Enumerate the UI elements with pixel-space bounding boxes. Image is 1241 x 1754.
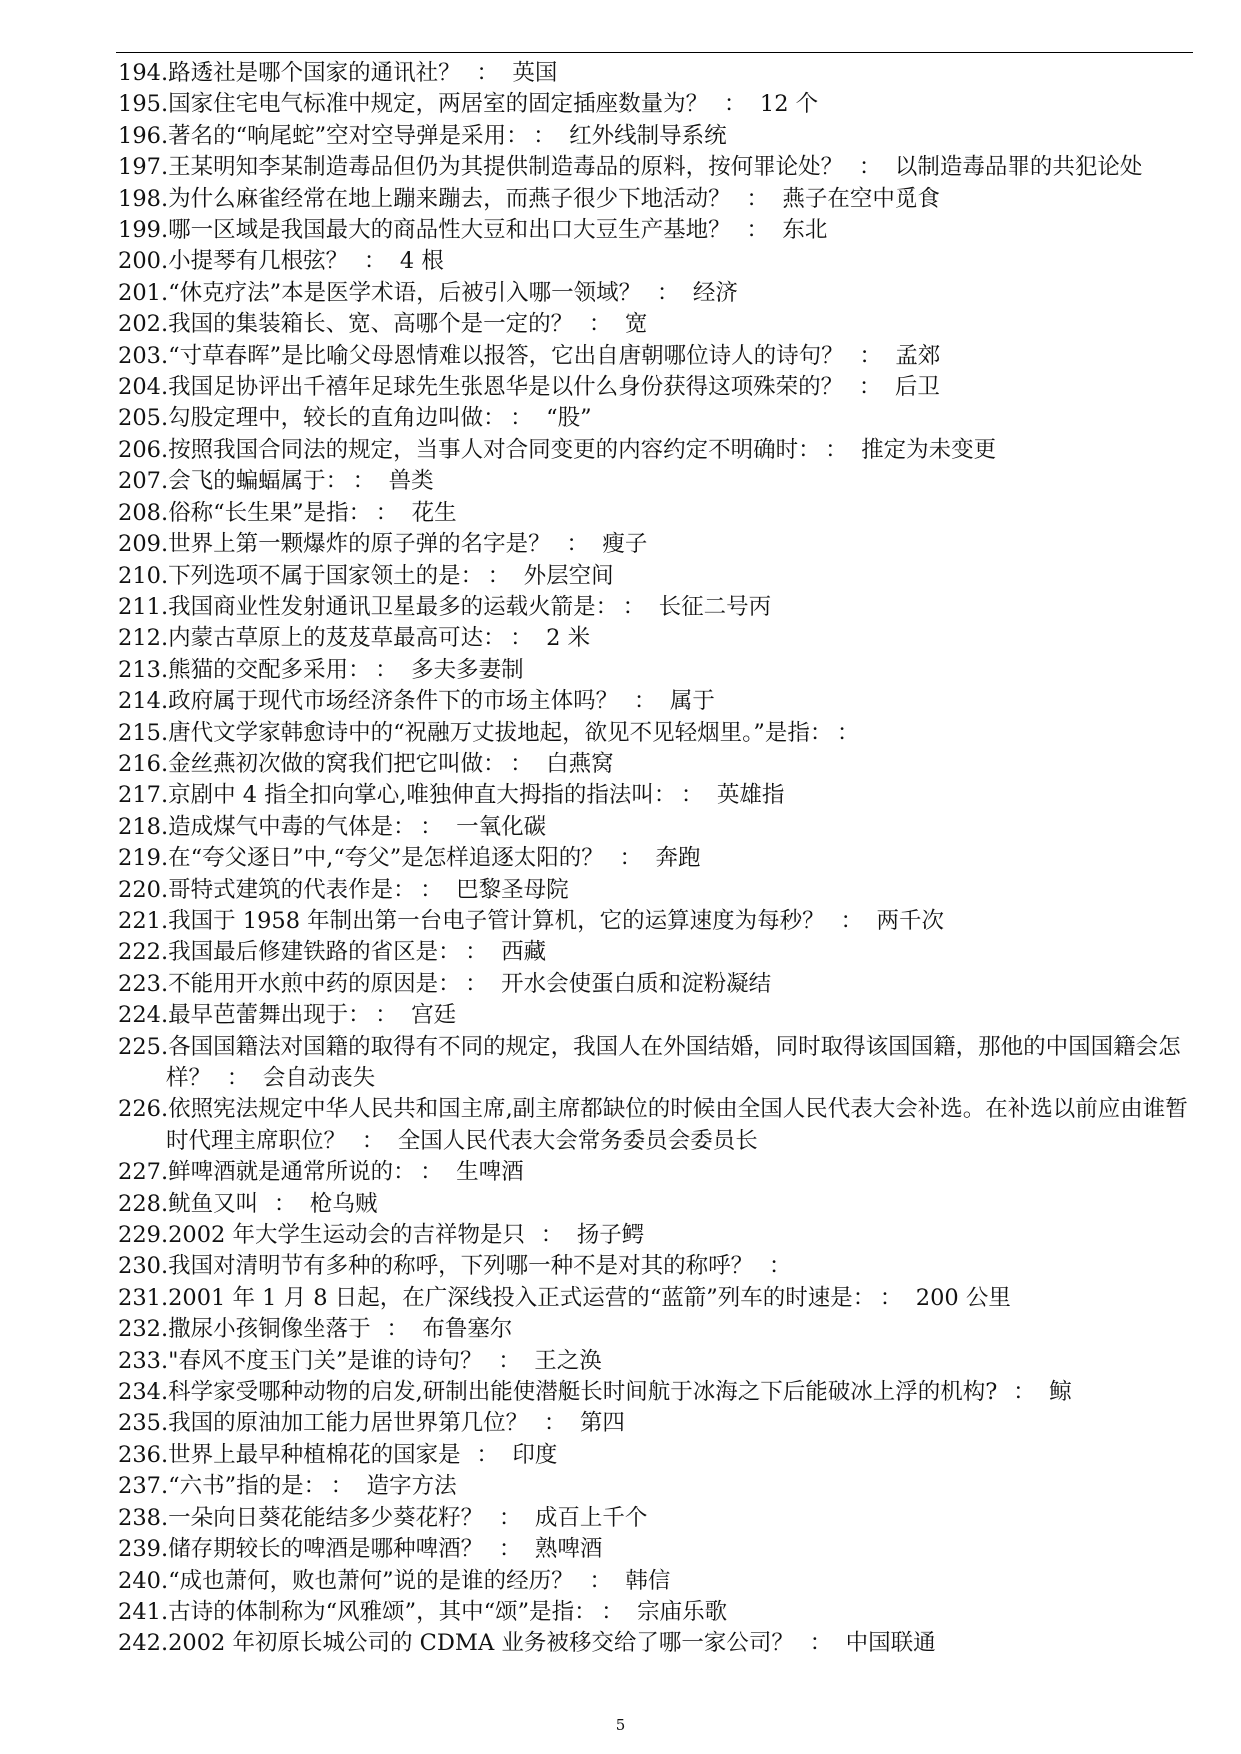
question-text: 我国对清明节有多种的称呼，下列哪一种不是对其的称呼？	[168, 1253, 754, 1280]
question-text: 小提琴有几根弦？	[168, 248, 349, 275]
answer-separator: ：	[622, 593, 646, 620]
question-text: 2001 年 1 月 8 日起，在广深线投入正式运营的“蓝箭”列车的时速是：	[168, 1284, 865, 1311]
answer-text: 成百上千个	[534, 1504, 648, 1531]
answer-separator: ：	[420, 876, 443, 903]
question-list	[118, 58, 1198, 1660]
question-number: 219.	[118, 845, 169, 872]
answer-text: 宗庙乐歌	[637, 1598, 728, 1625]
answer-text: 东北	[782, 217, 828, 244]
answer-text: 一氧化碳	[456, 813, 547, 840]
answer-text: 宽	[624, 311, 648, 338]
answer-separator: ：	[601, 1598, 624, 1625]
question-item	[118, 1408, 1198, 1439]
question-number: 196.	[118, 122, 169, 149]
question-number: 239.	[118, 1536, 169, 1563]
answer-separator: ：	[510, 405, 533, 432]
answer-separator: ：	[226, 1065, 250, 1091]
question-number: 227.	[118, 1159, 169, 1186]
question-number: 224.	[118, 1002, 169, 1029]
answer-separator: ：	[543, 1410, 567, 1437]
question-number: 237.	[118, 1473, 169, 1500]
answer-separator: ：	[273, 1190, 297, 1217]
answer-text: 生啤酒	[456, 1159, 524, 1186]
question-item	[118, 812, 1198, 843]
question-item	[118, 529, 1198, 560]
question-text: 熊猫的交配多采用：	[168, 656, 360, 683]
question-item	[118, 246, 1198, 277]
question-number: 238.	[118, 1504, 169, 1531]
question-number: 199.	[118, 217, 169, 244]
question-item	[118, 686, 1198, 717]
question-text: 王某明知李某制造毒品但仍为其提供制造毒品的原料，按何罪论处？	[168, 154, 844, 181]
question-text: 最早芭蕾舞出现于：	[168, 1002, 360, 1029]
question-text: 唐代文学家韩愈诗中的“祝融万丈拔地起，欲见不见轻烟里。”是指：	[168, 719, 822, 746]
answer-text: 以制造毒品罪的共犯论处	[894, 154, 1143, 181]
question-number: 226.	[118, 1096, 169, 1123]
question-text: 造成煤气中毒的气体是：	[168, 813, 405, 840]
question-number: 230.	[118, 1253, 169, 1280]
question-number: 207.	[118, 468, 169, 495]
answer-text: 王之涣	[534, 1347, 602, 1374]
question-item	[118, 969, 1198, 1000]
question-text: “休克疗法”本是医学术语，后被引入哪一领域？	[168, 279, 642, 306]
question-number: 213.	[118, 656, 169, 683]
question-item	[118, 309, 1198, 340]
question-text: 古诗的体制称为“风雅颂”，其中“颂”是指：	[168, 1598, 586, 1625]
question-text: 我国足协评出千禧年足球先生张恩华是以什么身份获得这项殊荣的？	[168, 374, 844, 401]
question-text: 世界上第一颗爆炸的原子弹的名字是？	[168, 531, 551, 558]
question-number: 211.	[118, 593, 169, 620]
answer-text: 两千次	[876, 907, 944, 934]
question-number: 222.	[118, 939, 169, 966]
question-text: 下列选项不属于国家领土的是：	[168, 562, 472, 589]
question-text: 在“夸父逐日”中,“夸父”是怎样追逐太阳的？	[168, 845, 604, 872]
header-rule	[116, 52, 1193, 53]
answer-text: 布鲁塞尔	[422, 1316, 513, 1343]
question-text: 政府属于现代市场经济条件下的市场主体吗？	[168, 688, 619, 715]
question-item	[118, 1346, 1198, 1377]
answer-separator: ：	[420, 1159, 443, 1186]
question-number: 215.	[118, 719, 169, 746]
question-item	[118, 1566, 1198, 1597]
question-item	[118, 655, 1198, 686]
question-number: 214.	[118, 688, 169, 715]
answer-text: 宫廷	[411, 1002, 457, 1029]
answer-separator: ：	[723, 91, 747, 118]
answer-text: 开水会使蛋白质和淀粉凝结	[501, 970, 772, 997]
question-number: 209.	[118, 531, 169, 558]
question-text: 我国最后修建铁路的省区是：	[168, 939, 450, 966]
answer-text: 长征二号丙	[658, 593, 772, 620]
answer-separator: ：	[375, 1002, 398, 1029]
question-item	[118, 498, 1198, 529]
question-item	[118, 718, 1198, 749]
answer-text: 印度	[512, 1441, 558, 1468]
question-item	[118, 1377, 1198, 1408]
question-item	[118, 278, 1198, 309]
question-item	[118, 58, 1198, 89]
question-text: 世界上最早种植棉花的国家是	[168, 1441, 461, 1468]
answer-separator: ：	[352, 468, 376, 495]
question-number: 203.	[118, 342, 169, 369]
answer-separator: ：	[487, 562, 511, 589]
answer-text: 4 根	[399, 248, 444, 275]
question-number: 235.	[118, 1410, 169, 1437]
answer-text: 韩信	[625, 1567, 671, 1594]
question-item	[118, 1251, 1198, 1282]
question-text: 俗称“长生果”是指：	[168, 499, 360, 526]
answer-separator: ：	[498, 1536, 522, 1563]
question-text: 金丝燕初次做的窝我们把它叫做：	[168, 750, 495, 777]
question-item	[118, 1220, 1198, 1251]
question-item	[118, 1000, 1198, 1031]
answer-text: 多夫多妻制	[411, 656, 524, 683]
answer-text: 外层空间	[523, 562, 614, 589]
question-item	[118, 89, 1198, 120]
answer-text: 2 米	[546, 625, 591, 652]
question-number: 202.	[118, 311, 169, 338]
question-number: 205.	[118, 405, 169, 432]
question-text: 我国于 1958 年制出第一台电子管计算机，它的运算速度为每秒？	[168, 907, 825, 934]
question-number: 240.	[118, 1567, 169, 1594]
answer-text: 12 个	[759, 91, 819, 118]
answer-separator: ：	[465, 970, 488, 997]
question-number: 228.	[118, 1190, 169, 1217]
answer-separator: ：	[836, 719, 860, 746]
question-text: 撒尿小孩铜像坐落于	[168, 1316, 371, 1343]
answer-text: 属于	[669, 688, 715, 715]
answer-text: 西藏	[501, 939, 547, 966]
answer-separator: ：	[768, 1253, 792, 1280]
question-text: 哥特式建筑的代表作是：	[168, 876, 405, 903]
answer-separator: ：	[361, 1127, 385, 1154]
question-text: 我国的集装箱长、宽、高哪个是一定的？	[168, 311, 574, 338]
question-number: 234.	[118, 1379, 169, 1406]
answer-separator: ：	[809, 1630, 833, 1657]
question-text: 各国国籍法对国籍的取得有不同的规定，我国人在外国结婚，同时取得该国国籍，那他的中国国籍会怎样？	[166, 1033, 1181, 1091]
answer-text: 燕子在空中觅食	[782, 185, 940, 212]
answer-separator: ：	[375, 499, 399, 526]
answer-separator: ：	[363, 248, 387, 275]
answer-separator: ：	[619, 845, 643, 872]
question-item	[118, 1503, 1198, 1534]
question-text: 科学家受哪种动物的启发,研制出能使潜艇长时间航于冰海之下后能破冰上浮的机构?	[168, 1379, 998, 1406]
question-number: 233.	[118, 1347, 169, 1374]
question-number: 236.	[118, 1441, 169, 1468]
question-item	[118, 875, 1198, 906]
question-item	[118, 780, 1198, 811]
answer-text: 后卫	[894, 374, 940, 401]
answer-separator: ：	[746, 185, 769, 212]
answer-separator: ：	[588, 311, 612, 338]
question-text: 勾股定理中，较长的直角边叫做：	[168, 405, 495, 432]
answer-separator: ：	[656, 279, 680, 306]
question-text: 国家住宅电气标准中规定，两居室的固定插座数量为？	[168, 91, 709, 118]
question-number: 210.	[118, 562, 169, 589]
answer-separator: ：	[825, 436, 848, 463]
answer-separator: ：	[476, 60, 499, 86]
question-item	[118, 1189, 1198, 1220]
question-number: 231.	[118, 1284, 169, 1311]
answer-text: 200 公里	[915, 1284, 1011, 1311]
answer-separator: ：	[1013, 1379, 1036, 1406]
question-text: 2002 年初原长城公司的 CDMA 业务被移交给了哪一家公司？	[168, 1630, 794, 1657]
answer-separator: ：	[420, 813, 443, 840]
question-text: 2002 年大学生运动会的吉祥物是只	[168, 1222, 526, 1249]
answer-text: 英雄指	[716, 782, 785, 809]
question-text: 依照宪法规定中华人民共和国主席,副主席都缺位的时候由全国人民代表大会补选。在补选以前应由谁暂时代理主席职位？	[166, 1096, 1188, 1154]
question-item	[118, 1628, 1198, 1659]
answer-separator: ：	[540, 1222, 564, 1249]
question-text: “六书”指的是：	[168, 1473, 315, 1500]
question-number: 223.	[118, 970, 169, 997]
answer-separator: ：	[840, 907, 863, 934]
answer-separator: ：	[858, 154, 882, 181]
question-item	[118, 1094, 1198, 1157]
answer-separator: ：	[633, 688, 657, 715]
answer-text: 奔跑	[655, 845, 701, 872]
question-text: “成也萧何，败也萧何”说的是谁的经历？	[168, 1567, 574, 1594]
answer-text: 红外线制导系统	[569, 122, 727, 149]
answer-separator: ：	[498, 1347, 521, 1374]
question-item	[118, 215, 1198, 246]
question-number: 197.	[118, 154, 169, 181]
question-text: “寸草春晖”是比喻父母恩情难以报答，它出自唐朝哪位诗人的诗句？	[168, 342, 844, 369]
answer-text: 白燕窝	[546, 750, 614, 777]
answer-separator: ：	[746, 217, 769, 244]
answer-text: 第四	[579, 1410, 625, 1437]
question-text: 鱿鱼又叫	[168, 1190, 259, 1217]
answer-text: 熟啤酒	[534, 1536, 603, 1563]
answer-separator: ：	[533, 122, 556, 149]
question-item	[118, 1283, 1198, 1314]
question-number: 208.	[118, 499, 169, 526]
question-number: 194.	[118, 60, 169, 86]
question-number: 204.	[118, 374, 169, 401]
question-number: 221.	[118, 907, 169, 934]
answer-text: 扬子鳄	[576, 1222, 645, 1249]
question-item	[118, 184, 1198, 215]
page-number: 5	[615, 1716, 626, 1734]
question-text: 哪一区域是我国最大的商品性大豆和出口大豆生产基地？	[168, 217, 731, 244]
question-text: 我国商业性发射通讯卫星最多的运载火箭是：	[168, 593, 607, 620]
question-number: 218.	[118, 813, 169, 840]
question-text: 会飞的蝙蝠属于：	[168, 468, 337, 495]
answer-text: 造字方法	[366, 1473, 457, 1500]
answer-separator: ：	[859, 342, 882, 369]
question-item	[118, 403, 1198, 434]
answer-text: 会自动丧失	[262, 1065, 376, 1091]
question-item	[118, 843, 1198, 874]
question-number: 198.	[118, 185, 169, 212]
question-number: 212.	[118, 625, 169, 652]
question-item	[118, 1440, 1198, 1471]
question-text: 内蒙古草原上的芨芨草最高可达：	[168, 625, 495, 652]
question-number: 232.	[118, 1316, 169, 1343]
question-text: 一朵向日葵花能结多少葵花籽？	[168, 1504, 484, 1531]
answer-separator: ：	[386, 1316, 409, 1343]
answer-separator: ：	[375, 656, 398, 683]
answer-text: 鲸	[1049, 1379, 1072, 1406]
question-number: 206.	[118, 436, 169, 463]
answer-separator: ：	[510, 750, 533, 777]
question-text: 路透社是哪个国家的通讯社？	[168, 60, 461, 86]
question-item	[118, 592, 1198, 623]
answer-text: 枪乌贼	[309, 1190, 378, 1217]
answer-separator: ：	[498, 1504, 522, 1531]
answer-text: 中国联通	[845, 1630, 936, 1657]
question-text: 鲜啤酒就是通常所说的：	[168, 1159, 405, 1186]
answer-separator: ：	[879, 1284, 903, 1311]
question-number: 200.	[118, 248, 169, 275]
question-number: 225.	[118, 1033, 169, 1060]
question-item	[118, 937, 1198, 968]
question-item	[118, 372, 1198, 403]
answer-separator: ：	[510, 625, 533, 652]
answer-text: 兽类	[388, 468, 434, 495]
answer-text: 花生	[411, 499, 457, 526]
answer-text: 孟郊	[895, 342, 941, 369]
question-item	[118, 1534, 1198, 1565]
question-item	[118, 1471, 1198, 1502]
answer-separator: ：	[330, 1473, 354, 1500]
question-text: 不能用开水煎中药的原因是：	[168, 970, 450, 997]
question-text: 京剧中 4 指全扣向掌心,唯独伸直大拇指的指法叫：	[168, 782, 666, 809]
question-item	[118, 749, 1198, 780]
question-item	[118, 1157, 1198, 1188]
answer-separator: ：	[858, 374, 882, 401]
question-item	[118, 1597, 1198, 1628]
question-number: 201.	[118, 279, 169, 306]
question-item	[118, 435, 1198, 466]
answer-separator: ：	[589, 1567, 612, 1594]
question-item	[118, 906, 1198, 937]
question-item	[118, 1314, 1198, 1345]
answer-separator: ：	[566, 531, 589, 558]
question-text: 按照我国合同法的规定，当事人对合同变更的内容约定不明确时：	[168, 436, 810, 463]
answer-separator: ：	[680, 782, 704, 809]
answer-separator: ：	[476, 1441, 499, 1468]
question-text: 著名的“响尾蛇”空对空导弹是采用：	[168, 122, 518, 149]
question-number: 241.	[118, 1598, 169, 1625]
answer-text: “股”	[546, 405, 592, 432]
question-item	[118, 466, 1198, 497]
answer-text: 推定为未变更	[861, 436, 997, 463]
question-item	[118, 152, 1198, 183]
question-item	[118, 1032, 1198, 1095]
question-number: 220.	[118, 876, 169, 903]
question-number: 229.	[118, 1222, 169, 1249]
question-number: 216.	[118, 750, 169, 777]
question-number: 242.	[118, 1630, 169, 1657]
answer-text: 全国人民代表大会常务委员会委员长	[397, 1127, 758, 1154]
answer-separator: ：	[465, 939, 488, 966]
question-item	[118, 561, 1198, 592]
question-number: 217.	[118, 782, 169, 809]
question-text: 为什么麻雀经常在地上蹦来蹦去，而燕子很少下地活动？	[168, 185, 731, 212]
answer-text: 英国	[512, 60, 558, 86]
answer-text: 巴黎圣母院	[456, 876, 569, 903]
answer-text: 经济	[692, 279, 738, 306]
answer-text: 瘦子	[602, 531, 648, 558]
question-text: 储存期较长的啤酒是哪种啤酒？	[168, 1536, 484, 1563]
question-text: 我国的原油加工能力居世界第几位？	[168, 1410, 529, 1437]
question-item	[118, 341, 1198, 372]
question-item	[118, 623, 1198, 654]
question-item	[118, 121, 1198, 152]
question-text: "春风不度玉门关”是谁的诗句？	[168, 1347, 483, 1374]
question-number: 195.	[118, 91, 169, 118]
